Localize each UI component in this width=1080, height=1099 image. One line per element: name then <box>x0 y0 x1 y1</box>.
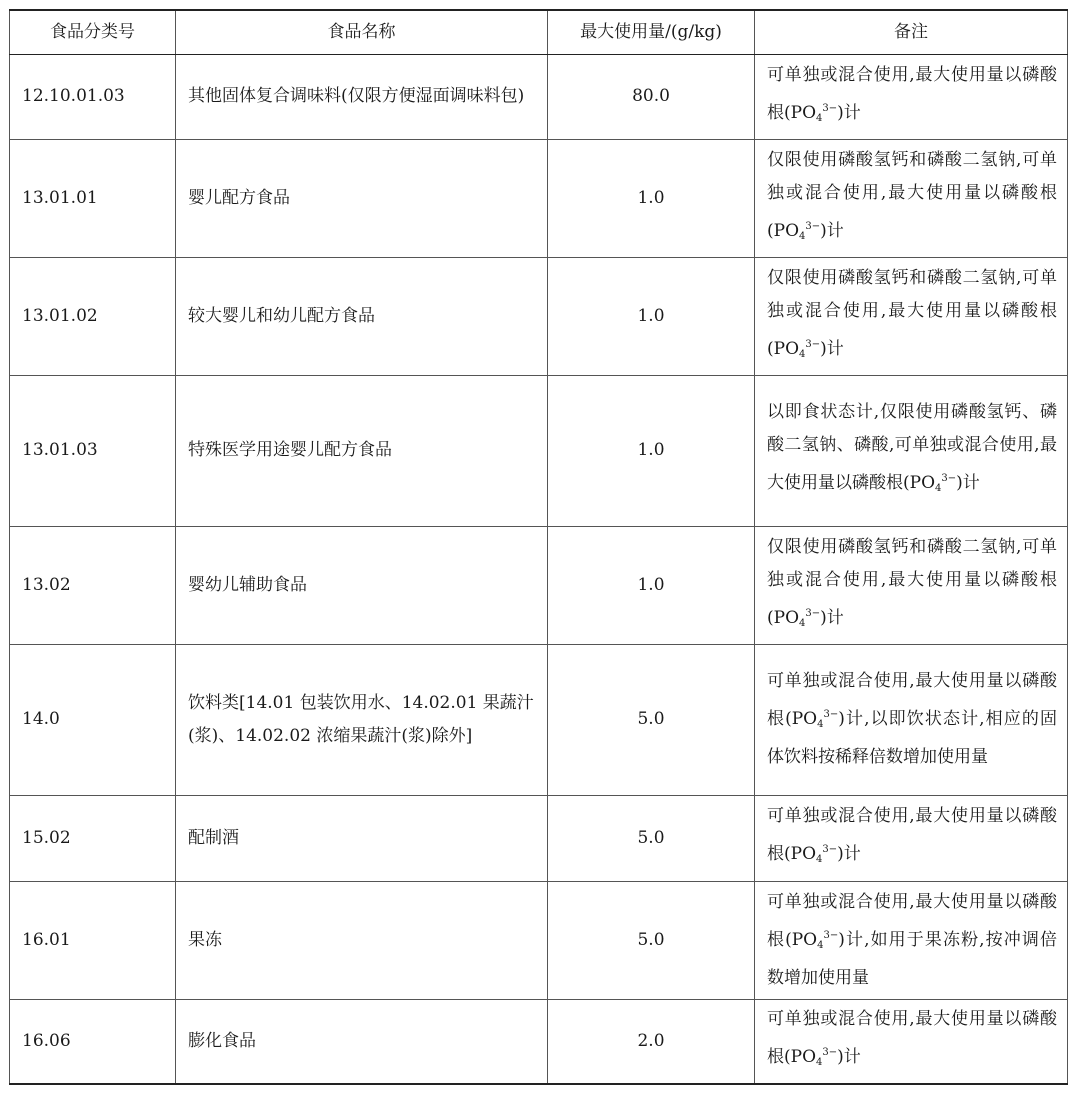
remarks-text-tail: )计 <box>820 607 844 628</box>
food-category-code: 13.01.01 <box>10 139 176 257</box>
remarks-text: 可单独或混合使用,最大使用量以磷酸根(PO <box>767 891 1057 950</box>
formula-subscript: 4 <box>816 112 823 124</box>
food-category-code: 16.06 <box>10 999 176 1084</box>
formula-superscript: 3− <box>823 709 839 720</box>
remarks-text: 可单独或混合使用,最大使用量以磷酸根(PO <box>767 671 1057 729</box>
remarks <box>755 54 1068 139</box>
food-category-code: 13.02 <box>10 526 176 644</box>
food-name: 较大婴儿和幼儿配方食品 <box>176 257 548 375</box>
food-name: 特殊医学用途婴儿配方食品 <box>176 375 548 526</box>
remarks-text-tail: )计 <box>837 1047 861 1068</box>
food-category-code: 13.01.03 <box>10 375 176 526</box>
remarks <box>755 795 1068 881</box>
remarks <box>755 375 1068 526</box>
table-header-row <box>10 10 1068 54</box>
max-usage-value: 5.0 <box>548 644 755 795</box>
formula-subscript: 4 <box>799 617 806 629</box>
remarks-text-tail: )计 <box>956 473 980 493</box>
formula-subscript: 4 <box>799 230 806 242</box>
table-row <box>10 375 1068 526</box>
remarks-text: 可单独或混合使用,最大使用量以磷酸根(PO <box>767 64 1057 123</box>
formula-superscript: 3− <box>822 1047 838 1059</box>
max-usage-value: 1.0 <box>548 139 755 257</box>
food-category-code: 14.0 <box>10 644 176 795</box>
remarks <box>755 881 1068 999</box>
table-row <box>10 795 1068 881</box>
table-row <box>10 881 1068 999</box>
remarks-text-tail: )计 <box>837 844 861 864</box>
food-category-code: 13.01.02 <box>10 257 176 375</box>
remarks-text-tail: )计 <box>820 220 844 241</box>
formula-superscript: 3− <box>805 338 821 350</box>
food-category-code: 16.01 <box>10 881 176 999</box>
food-name: 配制酒 <box>176 795 548 881</box>
max-usage-value: 2.0 <box>548 999 755 1084</box>
remarks-text-tail: )计,以即饮状态计,相应的固体饮料按稀释倍数增加使用量 <box>767 709 1057 767</box>
remarks <box>755 999 1068 1084</box>
max-usage-value: 1.0 <box>548 526 755 644</box>
food-name: 果冻 <box>176 881 548 999</box>
remarks <box>755 644 1068 795</box>
formula-superscript: 3− <box>805 607 821 619</box>
remarks-text: 仅限使用磷酸氢钙和磷酸二氢钠,可单独或混合使用,最大使用量以磷酸根(PO <box>767 149 1057 241</box>
remarks-text: 以即食状态计,仅限使用磷酸氢钙、磷酸二氢钠、磷酸,可单独或混合使用,最大使用量以磷酸根(PO <box>767 402 1057 493</box>
formula-superscript: 3− <box>941 473 957 484</box>
formula-superscript: 3− <box>822 102 838 114</box>
formula-subscript: 4 <box>817 939 824 951</box>
formula-subscript: 4 <box>817 719 824 730</box>
table-row <box>10 257 1068 375</box>
formula-subscript: 4 <box>816 854 823 865</box>
food-name: 膨化食品 <box>176 999 548 1084</box>
formula-superscript: 3− <box>823 929 839 941</box>
food-category-code: 15.02 <box>10 795 176 881</box>
header-food-category-code: 食品分类号 <box>10 10 176 54</box>
remarks <box>755 139 1068 257</box>
formula-subscript: 4 <box>935 483 942 494</box>
formula-superscript: 3− <box>805 220 821 232</box>
max-usage-value: 1.0 <box>548 375 755 526</box>
max-usage-value: 80.0 <box>548 54 755 139</box>
max-usage-value: 1.0 <box>548 257 755 375</box>
header-food-name: 食品名称 <box>176 10 548 54</box>
remarks-text: 可单独或混合使用,最大使用量以磷酸根(PO <box>767 806 1057 864</box>
remarks-text-tail: )计 <box>820 338 844 359</box>
formula-superscript: 3− <box>822 844 838 855</box>
remarks-text: 可单独或混合使用,最大使用量以磷酸根(PO <box>767 1009 1057 1068</box>
food-name: 婴儿配方食品 <box>176 139 548 257</box>
max-usage-value: 5.0 <box>548 881 755 999</box>
remarks-text: 仅限使用磷酸氢钙和磷酸二氢钠,可单独或混合使用,最大使用量以磷酸根(PO <box>767 536 1057 628</box>
food-additive-table <box>9 9 1068 1085</box>
max-usage-value: 5.0 <box>548 795 755 881</box>
food-category-code: 12.10.01.03 <box>10 54 176 139</box>
remarks <box>755 526 1068 644</box>
remarks-text: 仅限使用磷酸氢钙和磷酸二氢钠,可单独或混合使用,最大使用量以磷酸根(PO <box>767 267 1057 359</box>
food-name: 婴幼儿辅助食品 <box>176 526 548 644</box>
formula-subscript: 4 <box>816 1057 823 1069</box>
food-name: 饮料类[14.01 包装饮用水、14.02.01 果蔬汁(浆)、14.02.02 浓缩果蔬汁(浆)除外] <box>176 644 548 795</box>
table-row <box>10 54 1068 139</box>
remarks-text-tail: )计 <box>837 102 861 123</box>
remarks <box>755 257 1068 375</box>
table-row <box>10 526 1068 644</box>
formula-subscript: 4 <box>799 348 806 360</box>
food-name: 其他固体复合调味料(仅限方便湿面调味料包) <box>176 54 548 139</box>
header-max-usage: 最大使用量/(g/kg) <box>548 10 755 54</box>
header-remarks: 备注 <box>755 10 1068 54</box>
remarks-text-tail: )计,如用于果冻粉,按冲调倍数增加使用量 <box>767 929 1057 988</box>
table-row <box>10 999 1068 1084</box>
table-row <box>10 139 1068 257</box>
table-row <box>10 644 1068 795</box>
